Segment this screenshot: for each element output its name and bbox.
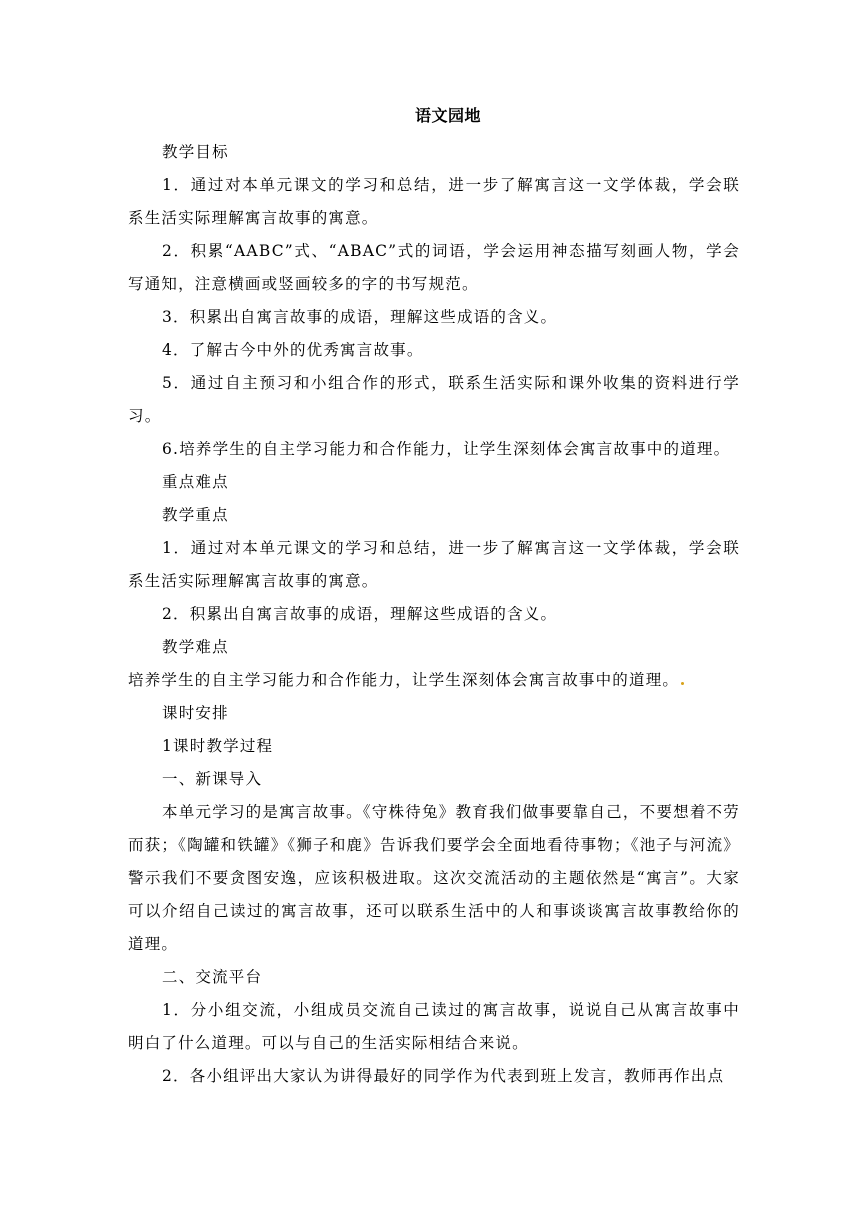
objective-1: 1．通过对本单元课文的学习和总结，进一步了解寓言这一文学体裁，学会联系生活实际理解寓言故事的寓意。 — [128, 176, 740, 227]
focus-2: 2．积累出自寓言故事的成语，理解这些成语的含义。 — [162, 605, 558, 623]
section-heading-schedule: 课时安排 — [162, 704, 229, 722]
document-title: 语文园地 — [414, 106, 481, 125]
section-heading-exchange: 二、交流平台 — [162, 968, 263, 986]
document-body — [128, 136, 740, 1093]
exchange-1: 1．分小组交流，小组成员交流自己读过的寓言故事，说说自己从寓言故事中明白了什么道理。可以与自己的生活实际相结合来说。 — [128, 1001, 740, 1052]
difficulty-text-content: 培养学生的自主学习能力和合作能力，让学生深刻体会寓言故事中的道理。 — [128, 671, 680, 689]
subheading-focus: 教学重点 — [162, 506, 229, 524]
schedule-text: 1课时教学过程 — [162, 737, 274, 755]
exchange-2: 2．各小组评出大家认为讲得最好的同学作为代表到班上发言，教师再作出点 — [162, 1067, 725, 1085]
section-heading-intro: 一、新课导入 — [162, 770, 263, 788]
intro-text: 本单元学习的是寓言故事。《守株待兔》教育我们做事要靠自己，不要想着不劳而获；《陶罐和铁罐》《狮子和鹿》告诉我们要学会全面地看待事物；《池子与河流》警示我们不要贪图安逸，应该积极进取。这次交流活动的主题依然是“寓言”。大家可以介绍自己读过的寓言故事，还可以联系生活中的人和事谈谈寓言故事教给你的道理。 — [128, 803, 740, 953]
objective-5: 5．通过自主预习和小组合作的形式，联系生活实际和课外收集的资料进行学习。 — [128, 374, 740, 425]
objective-2: 2．积累“AABC”式、“ABAC”式的词语，学会运用神态描写刻画人物，学会写通知，注意横画或竖画较多的字的书写规范。 — [128, 242, 740, 293]
objective-6: 6.培养学生的自主学习能力和合作能力，让学生深刻体会寓言故事中的道理。 — [162, 440, 731, 458]
annotation-dot-mark — [681, 682, 684, 685]
subheading-difficulty: 教学难点 — [162, 638, 229, 656]
section-heading-objectives: 教学目标 — [162, 143, 229, 161]
objective-3: 3．积累出自寓言故事的成语，理解这些成语的含义。 — [162, 308, 558, 326]
difficulty-text — [128, 664, 740, 697]
objective-4: 4．了解古今中外的优秀寓言故事。 — [162, 341, 424, 359]
section-heading-key-points: 重点难点 — [162, 473, 229, 491]
focus-1: 1．通过对本单元课文的学习和总结，进一步了解寓言这一文学体裁，学会联系生活实际理解寓言故事的寓意。 — [128, 539, 740, 590]
